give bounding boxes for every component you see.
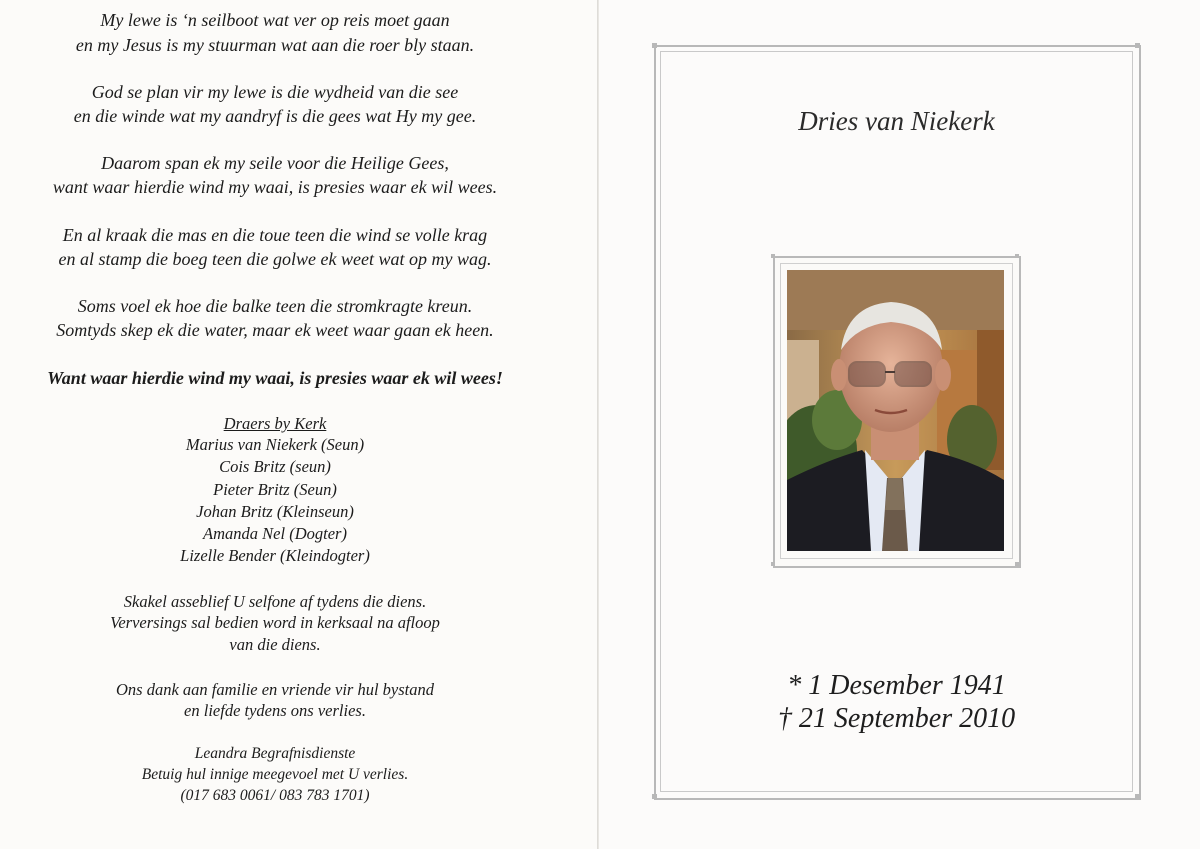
poem-refrain: Want waar hierdie wind my waai, is presies waar ek wil wees! — [47, 368, 503, 388]
poem-line: en die winde wat my aandryf is die gees wat Hy my gee. — [73, 106, 477, 126]
thanks-line: en liefde tydens ons verlies. — [184, 701, 366, 720]
notice-line: van die diens. — [229, 635, 321, 654]
portrait-photo — [787, 270, 1004, 551]
pallbearer-name: Marius van Niekerk (Seun) — [185, 435, 365, 454]
undertaker-phone: (017 683 0061/ 083 783 1701) — [180, 787, 370, 804]
poem-line: en al stamp die boeg teen die golwe ek weet wat op my wag. — [58, 249, 492, 269]
pallbearer-name: Amanda Nel (Dogter) — [203, 524, 347, 543]
left-page — [0, 0, 598, 849]
notice-line: Verversings sal bedien word in kerksaal na afloop — [110, 613, 440, 632]
poem-line: Somtyds skep ek die water, maar ek weet waar gaan ek heen. — [56, 320, 494, 340]
pallbearer-name: Lizelle Bender (Kleindogter) — [180, 546, 370, 565]
poem-line: Daarom span ek my seile voor die Heilige Gees, — [101, 153, 449, 173]
corner-ornament — [1135, 794, 1140, 799]
death-date: † 21 September 2010 — [777, 703, 1016, 734]
thanks-line: Ons dank aan familie en vriende vir hul bystand — [115, 680, 435, 699]
corner-ornament — [771, 562, 775, 566]
poem-line: En al kraak die mas en die toue teen die wind se volle krag — [62, 225, 488, 245]
corner-ornament — [1015, 254, 1019, 258]
corner-ornament — [652, 794, 657, 799]
deceased-name: Dries van Niekerk — [798, 106, 995, 136]
undertaker-name: Leandra Begrafnisdienste — [194, 745, 356, 762]
corner-ornament — [1015, 562, 1019, 566]
pallbearers-heading: Draers by Kerk — [223, 414, 327, 433]
undertaker-message: Betuig hul innige meegevoel met U verlies. — [141, 766, 409, 783]
poem-line: God se plan vir my lewe is die wydheid van die see — [91, 82, 459, 102]
pallbearer-name: Pieter Britz (Seun) — [213, 480, 337, 499]
notice-line: Skakel asseblief U selfone af tydens die diens. — [123, 592, 427, 611]
birth-date: * 1 Desember 1941 — [787, 670, 1006, 701]
corner-ornament — [771, 254, 775, 258]
pallbearer-name: Johan Britz (Kleinseun) — [196, 502, 354, 521]
poem-line: en my Jesus is my stuurman wat aan die roer bly staan. — [75, 35, 475, 55]
corner-ornament — [1135, 43, 1140, 48]
poem-line: want waar hierdie wind my waai, is presies waar ek wil wees. — [52, 177, 498, 197]
pallbearer-name: Cois Britz (seun) — [219, 457, 331, 476]
poem-line: Soms voel ek hoe die balke teen die stromkragte kreun. — [77, 296, 473, 316]
poem-line: My lewe is ‘n seilboot wat ver op reis moet gaan — [100, 10, 450, 30]
corner-ornament — [652, 43, 657, 48]
